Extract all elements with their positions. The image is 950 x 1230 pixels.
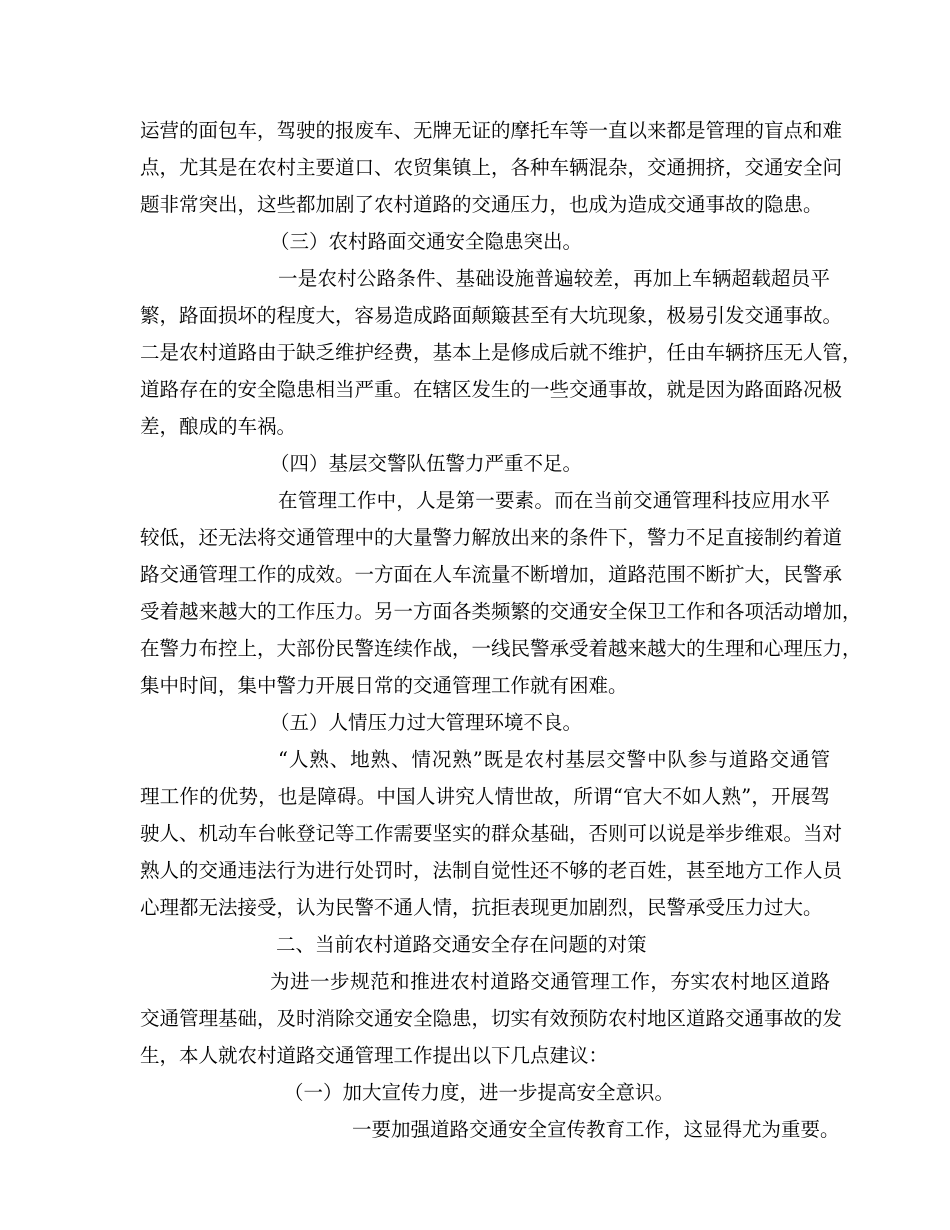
paragraph-line: 繁，路面损坏的程度大，容易造成路面颠簸甚至有大坑现象，极易引发交通事故。	[140, 304, 843, 327]
paragraph-line: 集中时间，集中警力开展日常的交通管理工作就有困难。	[140, 674, 628, 697]
paragraph-line: 题非常突出，这些都加剧了农村道路的交通压力，也成为造成交通事故的隐患。	[140, 193, 823, 216]
paragraph-line: 生，本人就农村道路交通管理工作提出以下几点建议：	[140, 1044, 609, 1067]
paragraph-line: 驶人、机动车台帐登记等工作需要坚实的群众基础，否则可以说是举步维艰。当对	[140, 822, 843, 845]
paragraph-line: 路交通管理工作的成效。一方面在人车流量不断增加，道路范围不断扩大，民警承	[140, 563, 843, 586]
paragraph-line: 在管理工作中，人是第一要素。而在当前交通管理科技应用水平	[278, 489, 830, 512]
paragraph-line: 点，尤其是在农村主要道口、农贸集镇上，各种车辆混杂，交通拥挤，交通安全问	[140, 156, 843, 179]
section-heading: 二、当前农村道路交通安全存在问题的对策	[276, 933, 647, 956]
paragraph-line: 道路存在的安全隐患相当严重。在辖区发生的一些交通事故，就是因为路面路况极	[140, 378, 843, 401]
paragraph-line: 心理都无法接受，认为民警不通人情，抗拒表现更加剧烈，民警承受压力过大。	[140, 896, 823, 919]
paragraph-line: 交通管理基础，及时消除交通安全隐患，切实有效预防农村地区道路交通事故的发	[140, 1007, 843, 1030]
paragraph-line: 运营的面包车，驾驶的报废车、无牌无证的摩托车等一直以来都是管理的盲点和难	[140, 119, 843, 142]
paragraph-line: 理工作的优势，也是障碍。中国人讲究人情世故，所谓“官大不如人熟”，开展驾	[140, 785, 830, 808]
paragraph-line: 受着越来越大的工作压力。另一方面各类频繁的交通安全保卫工作和各项活动增加，	[140, 600, 862, 623]
paragraph-line: 熟人的交通违法行为进行处罚时，法制自觉性还不够的老百姓，甚至地方工作人员	[140, 859, 843, 882]
section-heading: （五）人情压力过大管理环境不良。	[270, 711, 583, 734]
paragraph-line: 在警力布控上，大部份民警连续作战，一线民警承受着越来越大的生理和心理压力，	[140, 637, 862, 660]
paragraph-line: 一是农村公路条件、基础设施普遍较差，再加上车辆超载超员平	[278, 267, 830, 290]
paragraph-line: 二是农村道路由于缺乏维护经费，基本上是修成后就不维护，任由车辆挤压无人管，	[140, 341, 862, 364]
section-heading: （一）加大宣传力度，进一步提高安全意识。	[284, 1081, 675, 1104]
section-heading: （四）基层交警队伍警力严重不足。	[270, 452, 583, 475]
paragraph-line: 较低，还无法将交通管理中的大量警力解放出来的条件下，警力不足直接制约着道	[140, 526, 843, 549]
section-heading: （三）农村路面交通安全隐患突出。	[270, 230, 583, 253]
paragraph-line: “人熟、地熟、情况熟”既是农村基层交警中队参与道路交通管	[278, 748, 830, 771]
paragraph-line: 一要加强道路交通安全宣传教育工作，这显得尤为重要。	[352, 1118, 840, 1141]
paragraph-line: 差，酿成的车祸。	[140, 415, 297, 438]
paragraph-line: 为进一步规范和推进农村道路交通管理工作，夯实农村地区道路	[270, 970, 830, 993]
